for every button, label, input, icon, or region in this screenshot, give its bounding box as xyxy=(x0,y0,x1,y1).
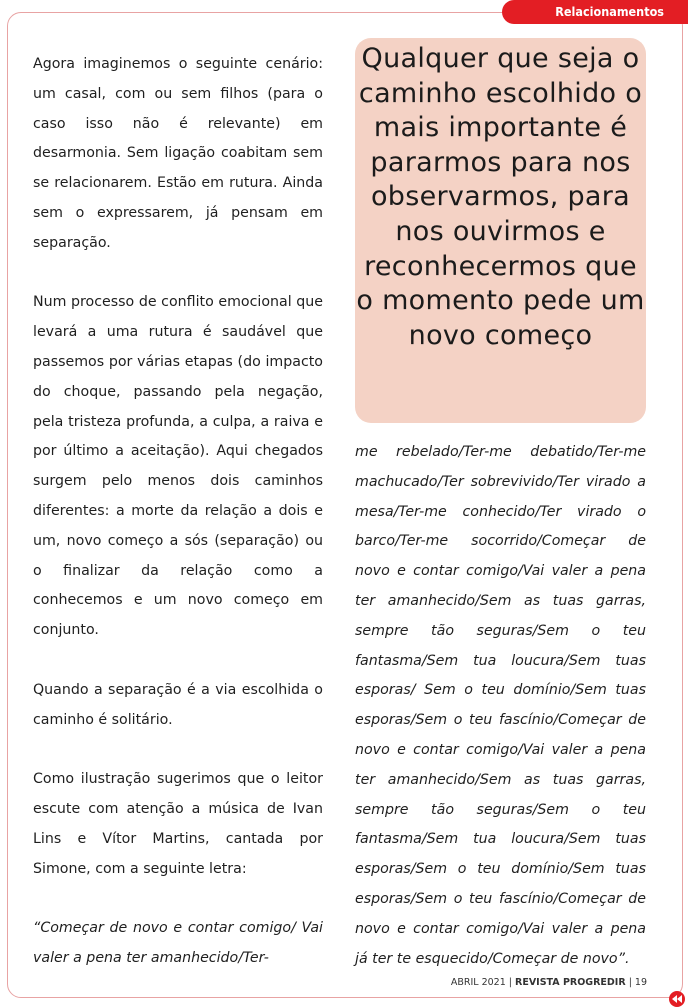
paragraph-conflict: Num processo de conflito emocional que levará a uma rutura é saudável que passemos por várias etapas (do impacto do choque, passando pela negação, pela tristeza profunda, a culpa, a raiva e por último a aceitação). Aqui chegados surgem pelo menos dois caminhos diferentes: a morte da relação a dois e um, novo começo a sós (separação) ou o finalizar da relação como a conhecemos e um novo começo em conjunto. xyxy=(33,294,323,639)
lyrics-continued: me rebelado/Ter-me debatido/Ter-me machucado/Ter sobrevivido/Ter virado a mesa/Ter-me conhecido/Ter virado o barco/Ter-me socorrido/Começar de novo e contar comigo/Vai valer a pena ter amanhecido/Sem as tuas garras, sempre tão seguras/Sem o teu fantasma/Sem tua loucura/Sem tuas esporas/ Sem o teu domínio/Sem tuas esporas/Sem o teu fascínio/Começar de novo e contar comigo/Vai valer a pena ter amanhecido/Sem as tuas garras, sempre tão seguras/Sem o teu fantasma/Sem tua loucura/Sem tuas esporas/Sem o teu domínio/Sem tuas esporas/Sem o teu fascínio/Começar de novo e contar comigo/Vai valer a pena já ter te esquecido/Começar de novo”. xyxy=(355,444,646,967)
page-footer xyxy=(451,976,647,990)
footer-page-number: | 19 xyxy=(628,977,647,988)
paragraph-scenario: Agora imaginemos o seguinte cenário: um casal, com ou sem filhos (para o caso isso não é relevante) em desarmonia. Sem ligação coabitam sem se relacionarem. Estão em rutura. Ainda sem o expressarem, já pensam em separação. xyxy=(33,56,323,251)
lyrics-start: “Começar de novo e contar comigo/ Vai valer a pena ter amanhecido/Ter- xyxy=(33,920,323,966)
paragraph-illustration: Como ilustração sugerimos que o leitor escute com atenção a música de Ivan Lins e Vítor Martins, cantada por Simone, com a seguinte letra: xyxy=(33,771,323,877)
left-column xyxy=(33,50,323,974)
footer-magazine: REVISTA PROGREDIR xyxy=(515,977,626,988)
paragraph-separation: Quando a separação é a via escolhida o caminho é solitário. xyxy=(33,681,323,728)
rewind-icon[interactable] xyxy=(669,991,685,1007)
pull-quote: Qualquer que seja o caminho escolhido o mais importante é pararmos para nos observarmos, para nos ouvirmos e reconhecermos que o momento pede um novo começo xyxy=(355,38,646,423)
right-column xyxy=(355,438,646,974)
footer-date: ABRIL 2021 | xyxy=(450,977,512,988)
section-tab: Relacionamentos xyxy=(502,0,688,24)
